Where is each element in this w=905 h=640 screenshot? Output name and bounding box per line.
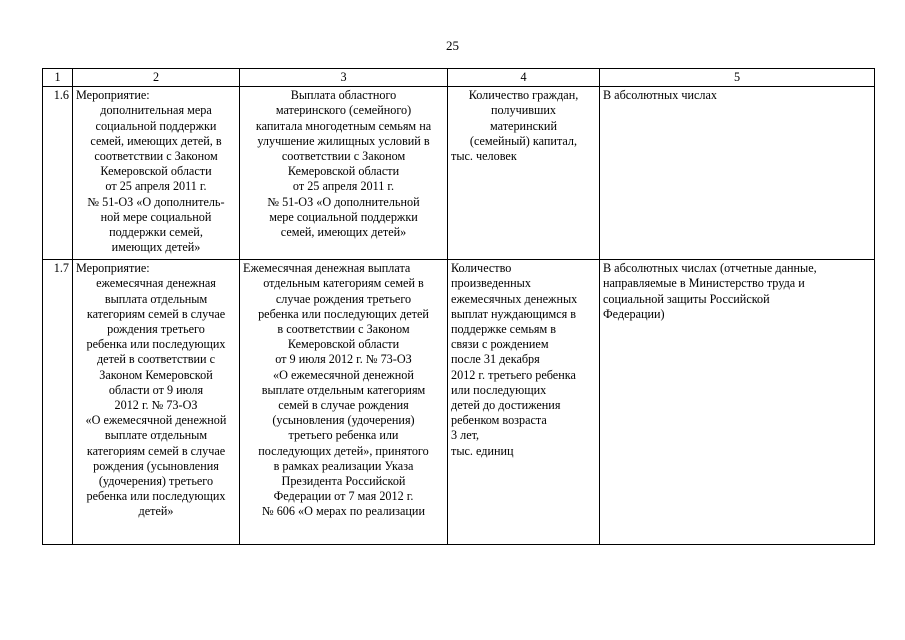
cell-line: дополнительная мера: [100, 103, 212, 118]
cell-line: ребенка или последующих: [86, 337, 226, 352]
column-header: 1: [43, 69, 73, 87]
cell-line: Ежемесячная денежная выплата: [243, 261, 411, 276]
unit-cell: [600, 87, 875, 260]
row-number: 1.7: [43, 260, 73, 545]
cell-line: детей до достижения: [451, 398, 561, 413]
cell-line: № 51-ОЗ «О дополнитель-: [87, 194, 225, 209]
cell-line: области от 9 июля: [108, 382, 204, 397]
cell-line: тыс. единиц: [451, 443, 514, 458]
cell-line: (семейный) капитал,: [469, 133, 578, 148]
cell-line: ежемесячных денежных: [451, 291, 578, 306]
cell-line: поддержке семьям в: [451, 322, 557, 337]
page-number: 25: [446, 38, 459, 53]
cell-line: 2012 г. № 73-ОЗ: [114, 398, 198, 413]
cell-line: Федерации от 7 мая 2012 г.: [273, 489, 414, 504]
indicator-cell: [448, 260, 600, 545]
table-header-row: [43, 69, 875, 87]
cell-line: № 51-ОЗ «О дополнительной: [267, 194, 420, 209]
cell-line: последующих детей», принятого: [258, 443, 429, 458]
cell-line: В абсолютных числах: [603, 88, 717, 103]
cell-line: случае рождения третьего: [275, 291, 412, 306]
cell-line: произведенных: [451, 276, 531, 291]
cell-line: в соответствии с Законом: [277, 322, 410, 337]
cell-line: Кемеровской области: [287, 337, 400, 352]
cell-line: Федерации): [603, 306, 665, 321]
cell-line: Выплата областного: [290, 88, 397, 103]
cell-line: после 31 декабря: [451, 352, 540, 367]
cell-line: ежемесячная денежная: [96, 276, 216, 291]
cell-line: (удочерения) третьего: [98, 474, 214, 489]
cell-line: в рамках реализации Указа: [273, 458, 414, 473]
table-row: [43, 260, 875, 545]
cell-line: тыс. человек: [451, 149, 517, 164]
indicator-cell: [448, 87, 600, 260]
cell-line: «О ежемесячной денежной: [273, 367, 414, 382]
cell-line: соответствии с Законом: [281, 149, 406, 164]
cell-line: ной мере социальной: [100, 209, 212, 224]
cell-line: категориям семей в случае: [86, 443, 226, 458]
column-header: 4: [448, 69, 600, 87]
cell-line: ребенка или последующих детей: [258, 306, 429, 321]
cell-line: рождения третьего: [107, 322, 205, 337]
description-cell: [240, 260, 448, 545]
cell-line: Законом Кемеровской: [99, 367, 213, 382]
table-row: [43, 87, 875, 260]
column-header: 5: [600, 69, 875, 87]
cell-line: Мероприятие:: [76, 88, 150, 103]
cell-line: направляемые в Министерство труда и: [603, 276, 805, 291]
cell-line: имеющих детей»: [111, 240, 201, 255]
cell-line: 2012 г. третьего ребенка: [451, 367, 576, 382]
cell-line: Мероприятие:: [76, 261, 150, 276]
cell-line: 3 лет,: [451, 428, 480, 443]
cell-line: Количество граждан,: [468, 88, 579, 103]
cell-line: соответствии с Законом: [94, 149, 218, 164]
cell-line: выплате отдельным категориям: [261, 382, 426, 397]
cell-line: выплате отдельным: [104, 428, 208, 443]
cell-line: связи с рождением: [451, 337, 549, 352]
cell-line: капитала многодетным семьям на: [255, 118, 432, 133]
cell-line: семей, имеющих детей»: [280, 225, 407, 240]
cell-line: категориям семей в случае: [86, 306, 226, 321]
cell-line: ребенком возраста: [451, 413, 547, 428]
cell-line: от 25 апреля 2011 г.: [105, 179, 207, 194]
cell-line: выплата отдельным: [104, 291, 208, 306]
cell-line: социальной поддержки: [95, 118, 217, 133]
indicators-table: [42, 68, 875, 545]
cell-line: рождения (усыновления: [93, 458, 219, 473]
cell-line: Количество: [451, 261, 512, 276]
cell-line: семей, имеющих детей, в: [90, 133, 222, 148]
cell-line: материнский: [490, 118, 557, 133]
cell-line: материнского (семейного): [275, 103, 412, 118]
cell-line: № 606 «О мерах по реализации: [262, 504, 425, 519]
cell-line: «О ежемесячной денежной: [85, 413, 227, 428]
cell-line: улучшение жилищных условий в: [257, 133, 430, 148]
cell-line: мере социальной поддержки: [269, 209, 418, 224]
cell-line: поддержки семей,: [109, 225, 203, 240]
cell-line: Кемеровской области: [100, 164, 212, 179]
event-cell: [73, 260, 240, 545]
cell-line: отдельным категориям семей в: [263, 276, 424, 291]
row-number: 1.6: [43, 87, 73, 260]
description-cell: [240, 87, 448, 260]
unit-cell: [600, 260, 875, 545]
column-header: 2: [73, 69, 240, 87]
cell-line: детей в соответствии с: [96, 352, 216, 367]
cell-line: или последующих: [451, 382, 547, 397]
cell-line: от 9 июля 2012 г. № 73-ОЗ: [275, 352, 412, 367]
cell-line: В абсолютных числах (отчетные данные,: [603, 261, 817, 276]
cell-line: от 25 апреля 2011 г.: [292, 179, 395, 194]
cell-line: получивших: [490, 103, 557, 118]
cell-line: выплат нуждающимся в: [451, 306, 577, 321]
cell-line: детей»: [138, 504, 174, 519]
cell-line: (усыновления (удочерения): [272, 413, 415, 428]
cell-line: Президента Российской: [281, 474, 406, 489]
column-header: 3: [240, 69, 448, 87]
cell-line: семей в случае рождения: [278, 398, 409, 413]
cell-line: третьего ребенка или: [288, 428, 399, 443]
cell-line: социальной защиты Российской: [603, 291, 770, 306]
event-cell: [73, 87, 240, 260]
cell-line: Кемеровской области: [287, 164, 400, 179]
cell-line: ребенка или последующих: [86, 489, 226, 504]
